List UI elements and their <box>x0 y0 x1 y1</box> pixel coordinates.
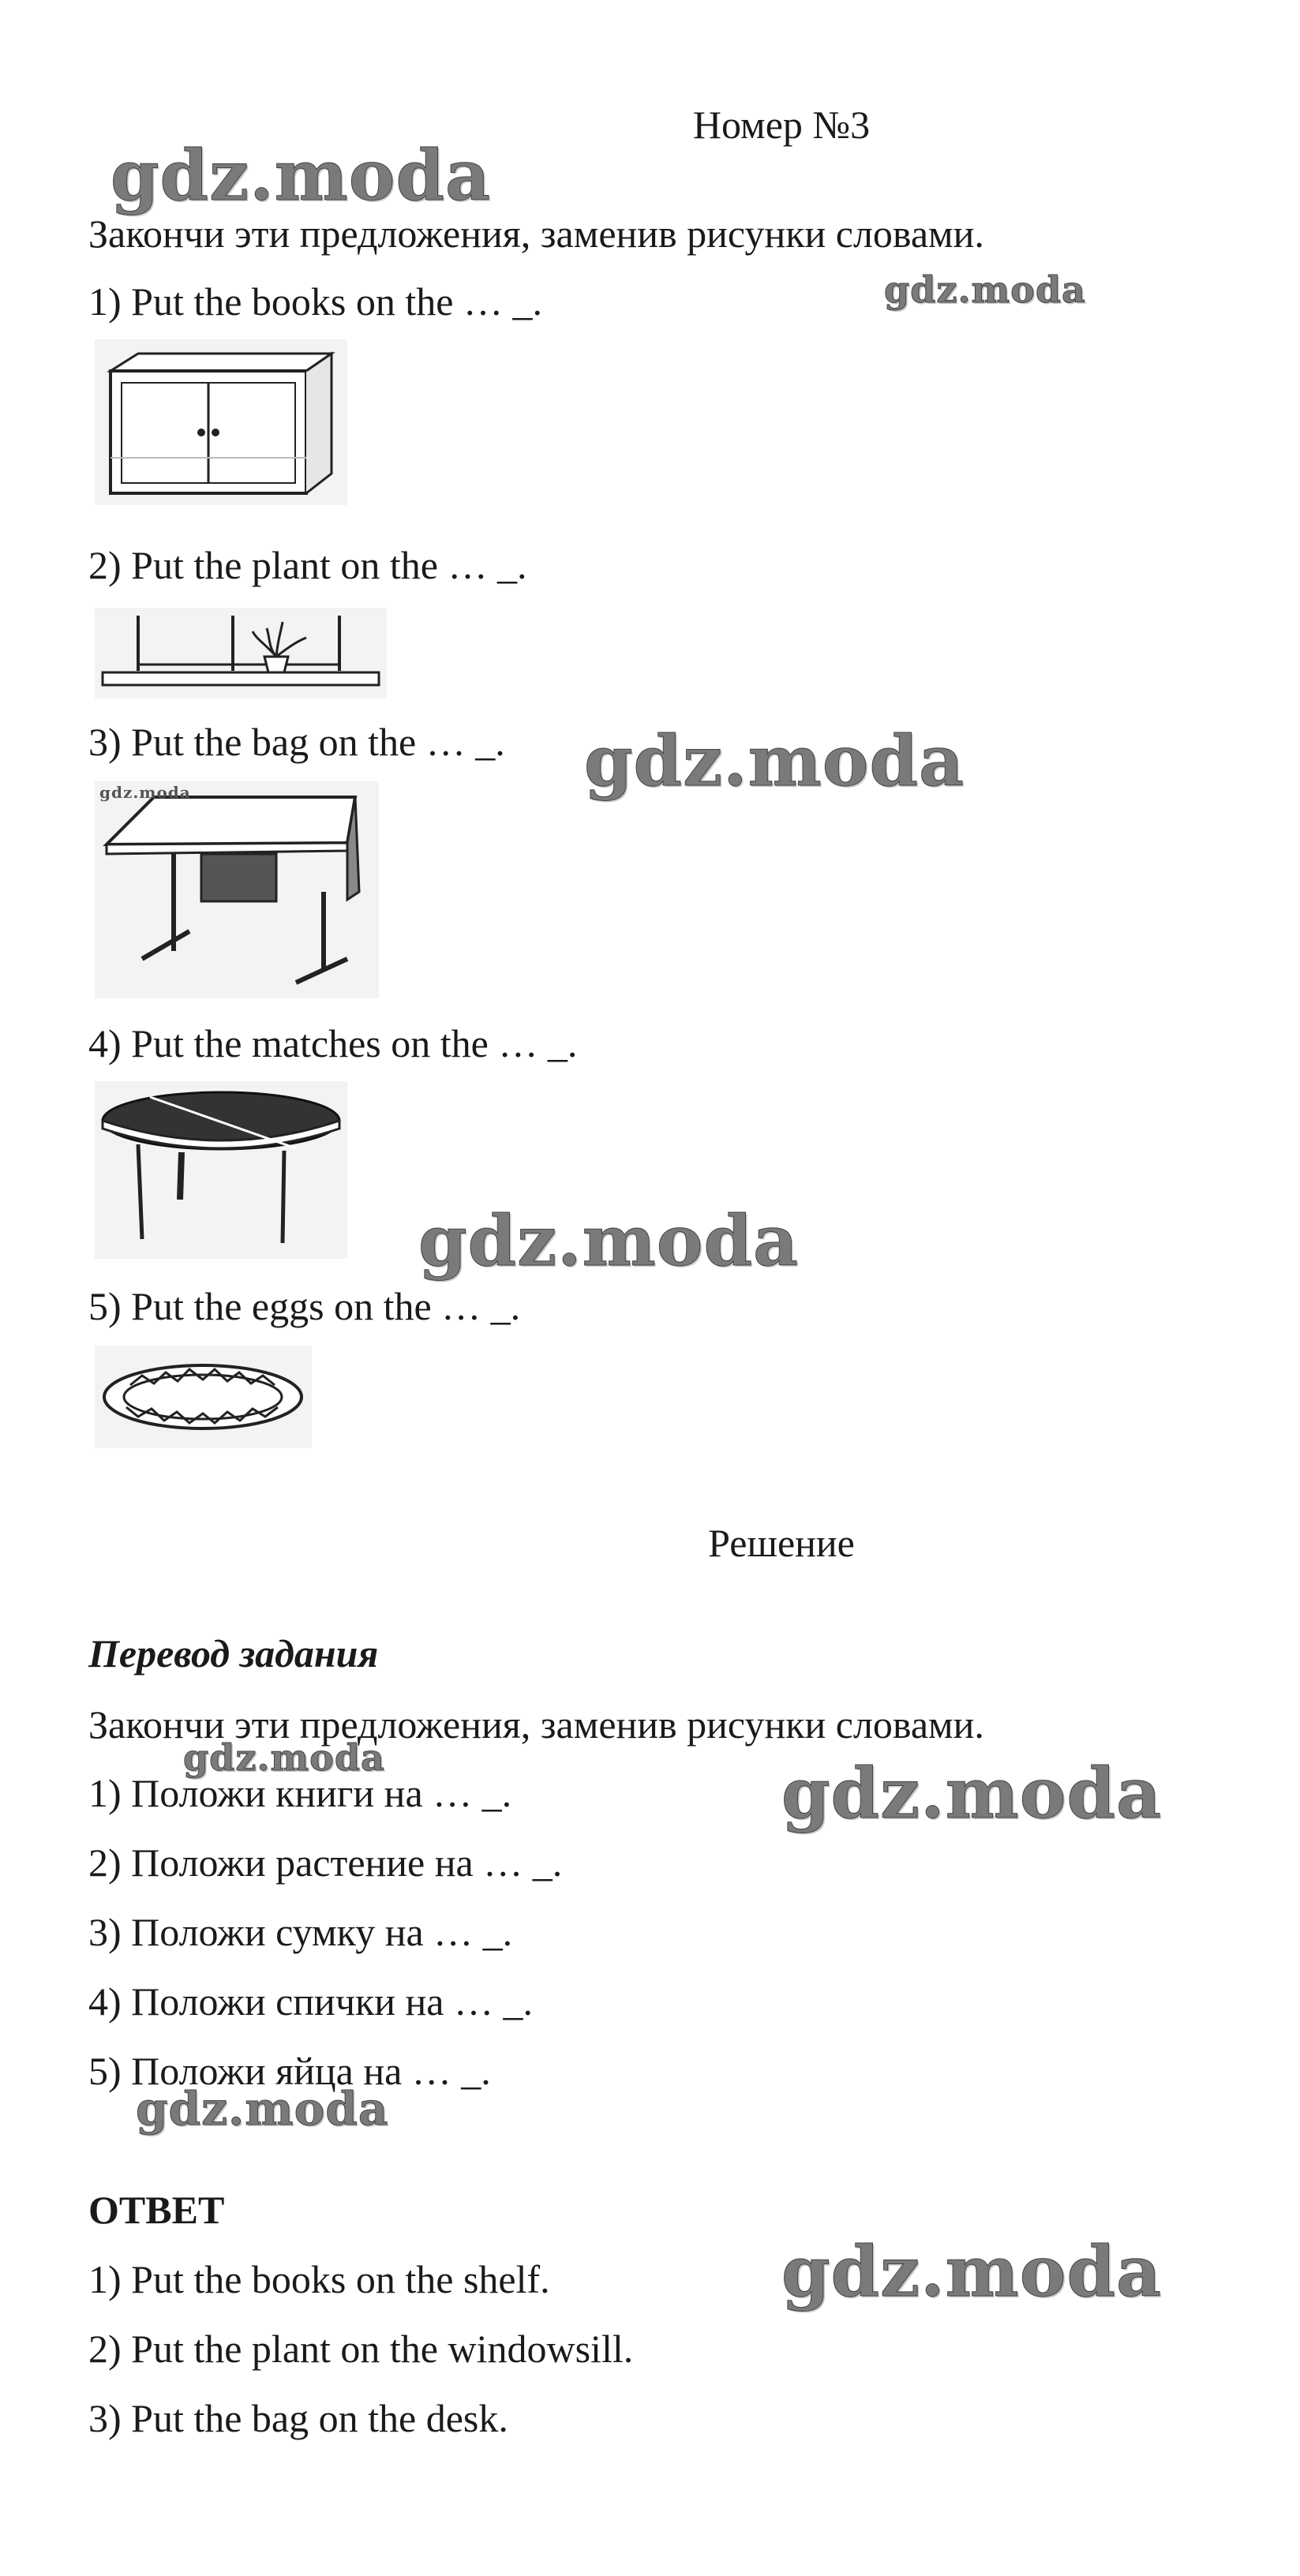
answer-item-2: 2) Put the plant on the windowsill. <box>88 2327 634 2371</box>
task-item-4: 4) Put the matches on the … _. <box>88 1021 578 1065</box>
watermark: gdz.moda <box>884 268 1086 311</box>
solution-heading: Решение <box>708 1521 855 1565</box>
desk-icon <box>95 781 379 998</box>
task-item-3: 3) Put the bag on the … _. <box>88 720 505 764</box>
watermark: gdz.moda <box>111 134 492 216</box>
answer-item-3: 3) Put the bag on the desk. <box>88 2396 508 2440</box>
translation-item-2: 2) Положи растение на … _. <box>88 1840 563 1885</box>
watermark: gdz.moda <box>136 2082 389 2136</box>
translation-item-3: 3) Положи сумку на … _. <box>88 1910 513 1954</box>
watermark: gdz.moda <box>781 2230 1163 2312</box>
tray-icon <box>95 1346 312 1448</box>
table-icon <box>95 1081 347 1259</box>
translation-heading: Перевод задания <box>88 1631 379 1676</box>
windowsill-icon <box>95 608 387 698</box>
answer-item-1: 1) Put the books on the shelf. <box>88 2257 550 2301</box>
watermark: gdz.moda <box>584 720 965 802</box>
translation-item-5: 5) Положи яйца на … _. <box>88 2049 491 2093</box>
task-instruction: Закончи эти предложения, заменив рисунки словами. <box>88 212 984 256</box>
answer-heading: ОТВЕТ <box>88 2188 225 2232</box>
translation-instruction: Закончи эти предложения, заменив рисунки словами. <box>88 1702 984 1747</box>
watermark: gdz.moda <box>418 1200 800 1282</box>
task-item-1: 1) Put the books on the … _. <box>88 279 542 324</box>
page-title: Номер №3 <box>692 103 871 147</box>
task-item-5: 5) Put the eggs on the … _. <box>88 1284 521 1328</box>
watermark: gdz.moda <box>781 1752 1163 1834</box>
translation-item-1: 1) Положи книги на … _. <box>88 1771 512 1815</box>
task-item-2: 2) Put the plant on the … _. <box>88 543 527 587</box>
translation-item-4: 4) Положи спички на … _. <box>88 1979 533 2024</box>
shelf-icon <box>95 339 347 505</box>
watermark: gdz.moda <box>183 1736 385 1779</box>
watermark: gdz.moda <box>99 783 191 802</box>
